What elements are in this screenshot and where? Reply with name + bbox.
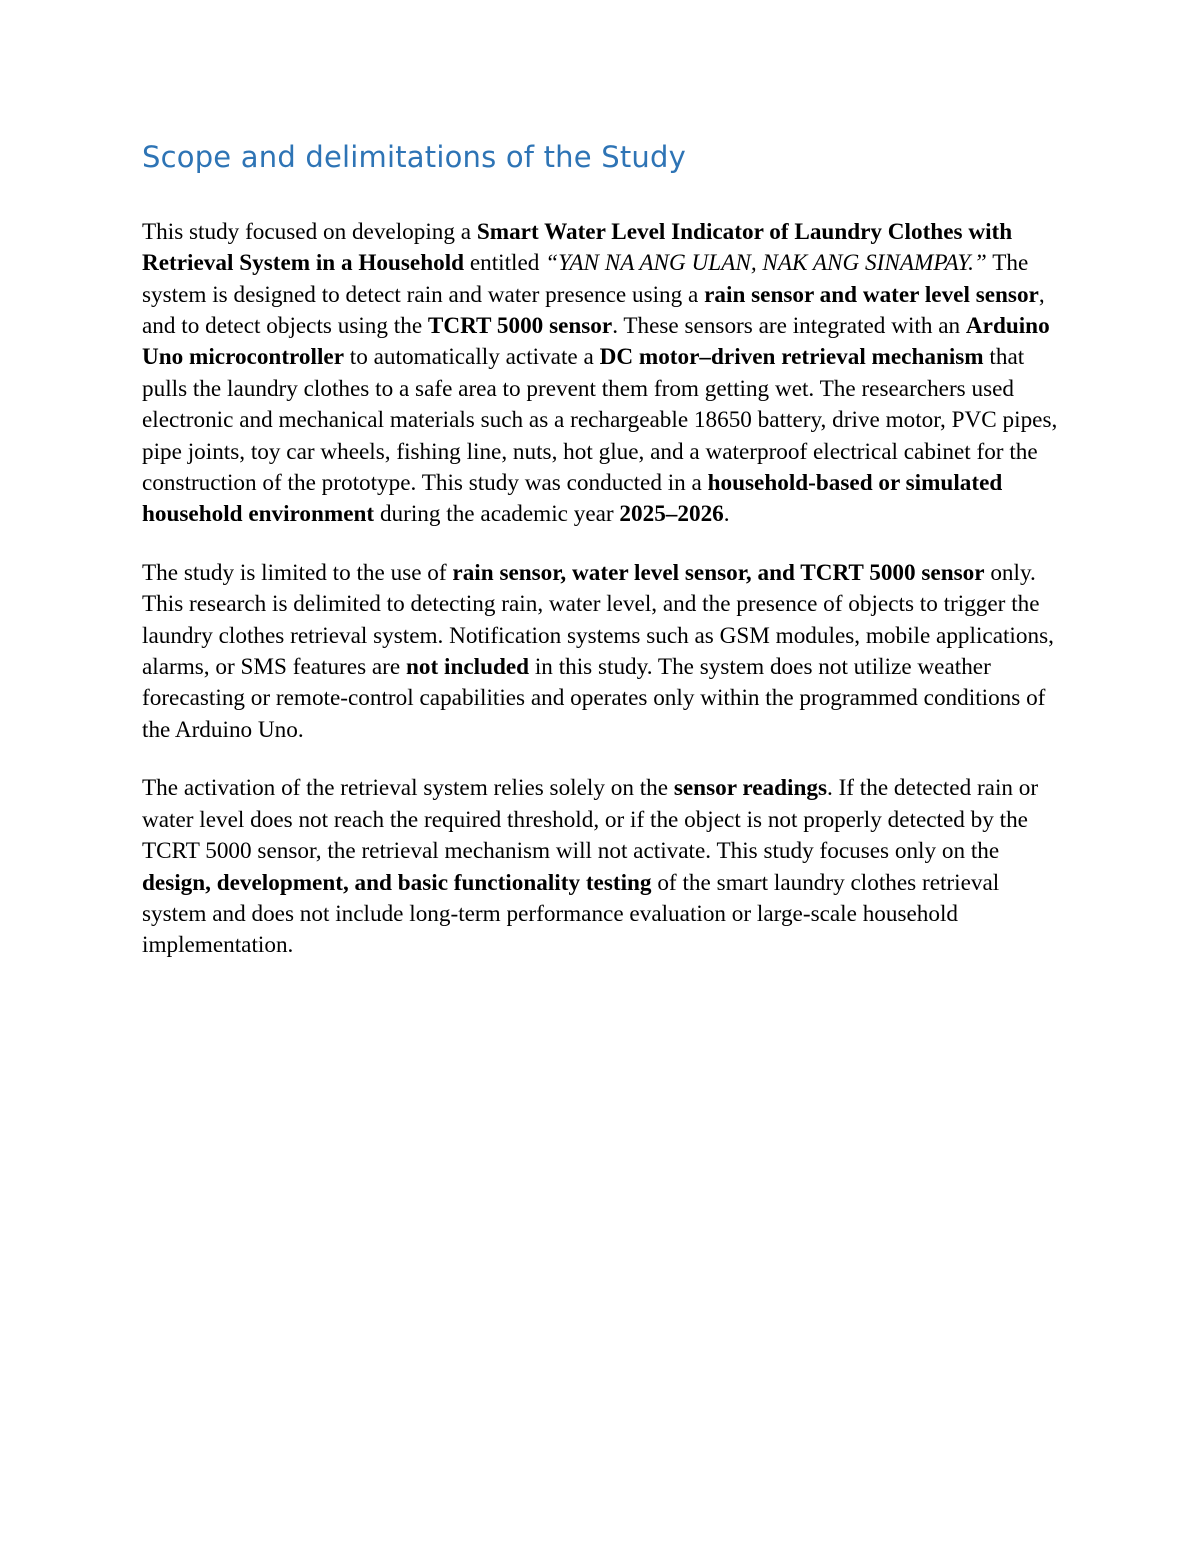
section-heading: Scope and delimitations of the Study [142,140,686,174]
text-run: . If the detected rain or water level does not reach the required threshold, or if the object is not properly detected by the TCRT 5000 sensor, the retrieval mechanism will not activate. This study focuses only on the [142,775,1039,865]
text-run: entitled [464,250,546,277]
text-run: The system is designed to detect rain and water presence using a [142,250,1029,308]
bold-run: not included [406,654,530,681]
bold-run: 2025–2026 [619,501,724,528]
bold-run: sensor readings [673,775,827,802]
bold-run: design, development, and basic functionality testing [142,869,652,896]
bold-run: TCRT 5000 sensor [427,313,613,340]
document-body [142,140,1062,989]
bold-run: rain sensor, water level sensor, and TCRT 5000 sensor [452,559,985,586]
bold-run: DC motor–driven retrieval mechanism [599,344,984,371]
text-run: only. This research is delimited to detecting rain, water level, and the presence of objects to trigger the laundry clothes retrieval system. Notification systems such as GSM modules, mobile applications, alarms, or SMS features are [142,559,1054,681]
text-run: This study focused on developing a [142,218,477,245]
paragraph-limitations [142,558,1062,746]
paragraph-scope [142,217,1062,531]
text-run: to automatically activate a [344,344,600,371]
text-run: that pulls the laundry clothes to a safe area to prevent them from getting wet. The researchers used electronic and mechanical materials such as a rechargeable 18650 battery, drive motor, PVC pipes, pipe joints, toy car wheels, fishing line, nuts, hot glue, and a waterproof electrical cabinet for the construction of the prototype. This study was conducted in a [142,344,1058,497]
text-run: of the smart laundry clothes retrieval system and does not include long-term performance evaluation or large-scale household implementation. [142,869,1000,959]
text-run: The activation of the retrieval system relies solely on the [142,775,674,802]
text-run: during the academic year [374,501,620,528]
text-run: The study is limited to the use of [142,559,453,586]
bold-run: household-based or simulated household environment [142,470,1003,528]
text-run: , and to detect objects using the [142,281,1045,340]
text-run: . These sensors are integrated with an [612,313,966,340]
bold-run: rain sensor and water level sensor [704,281,1039,308]
text-run: . [723,501,730,528]
text-run: in this study. The system does not utilize weather forecasting or remote-control capabilities and operates only within the programmed conditions of the Arduino Uno. [142,654,1046,743]
paragraph-activation [142,773,1062,961]
bold-run: Smart Water Level Indicator of Laundry Clothes with Retrieval System in a Household [142,218,1013,277]
italic-run: “YAN NA ANG ULAN, NAK ANG SINAMPAY.” [545,250,987,277]
bold-run: Arduino Uno microcontroller [142,313,1050,371]
